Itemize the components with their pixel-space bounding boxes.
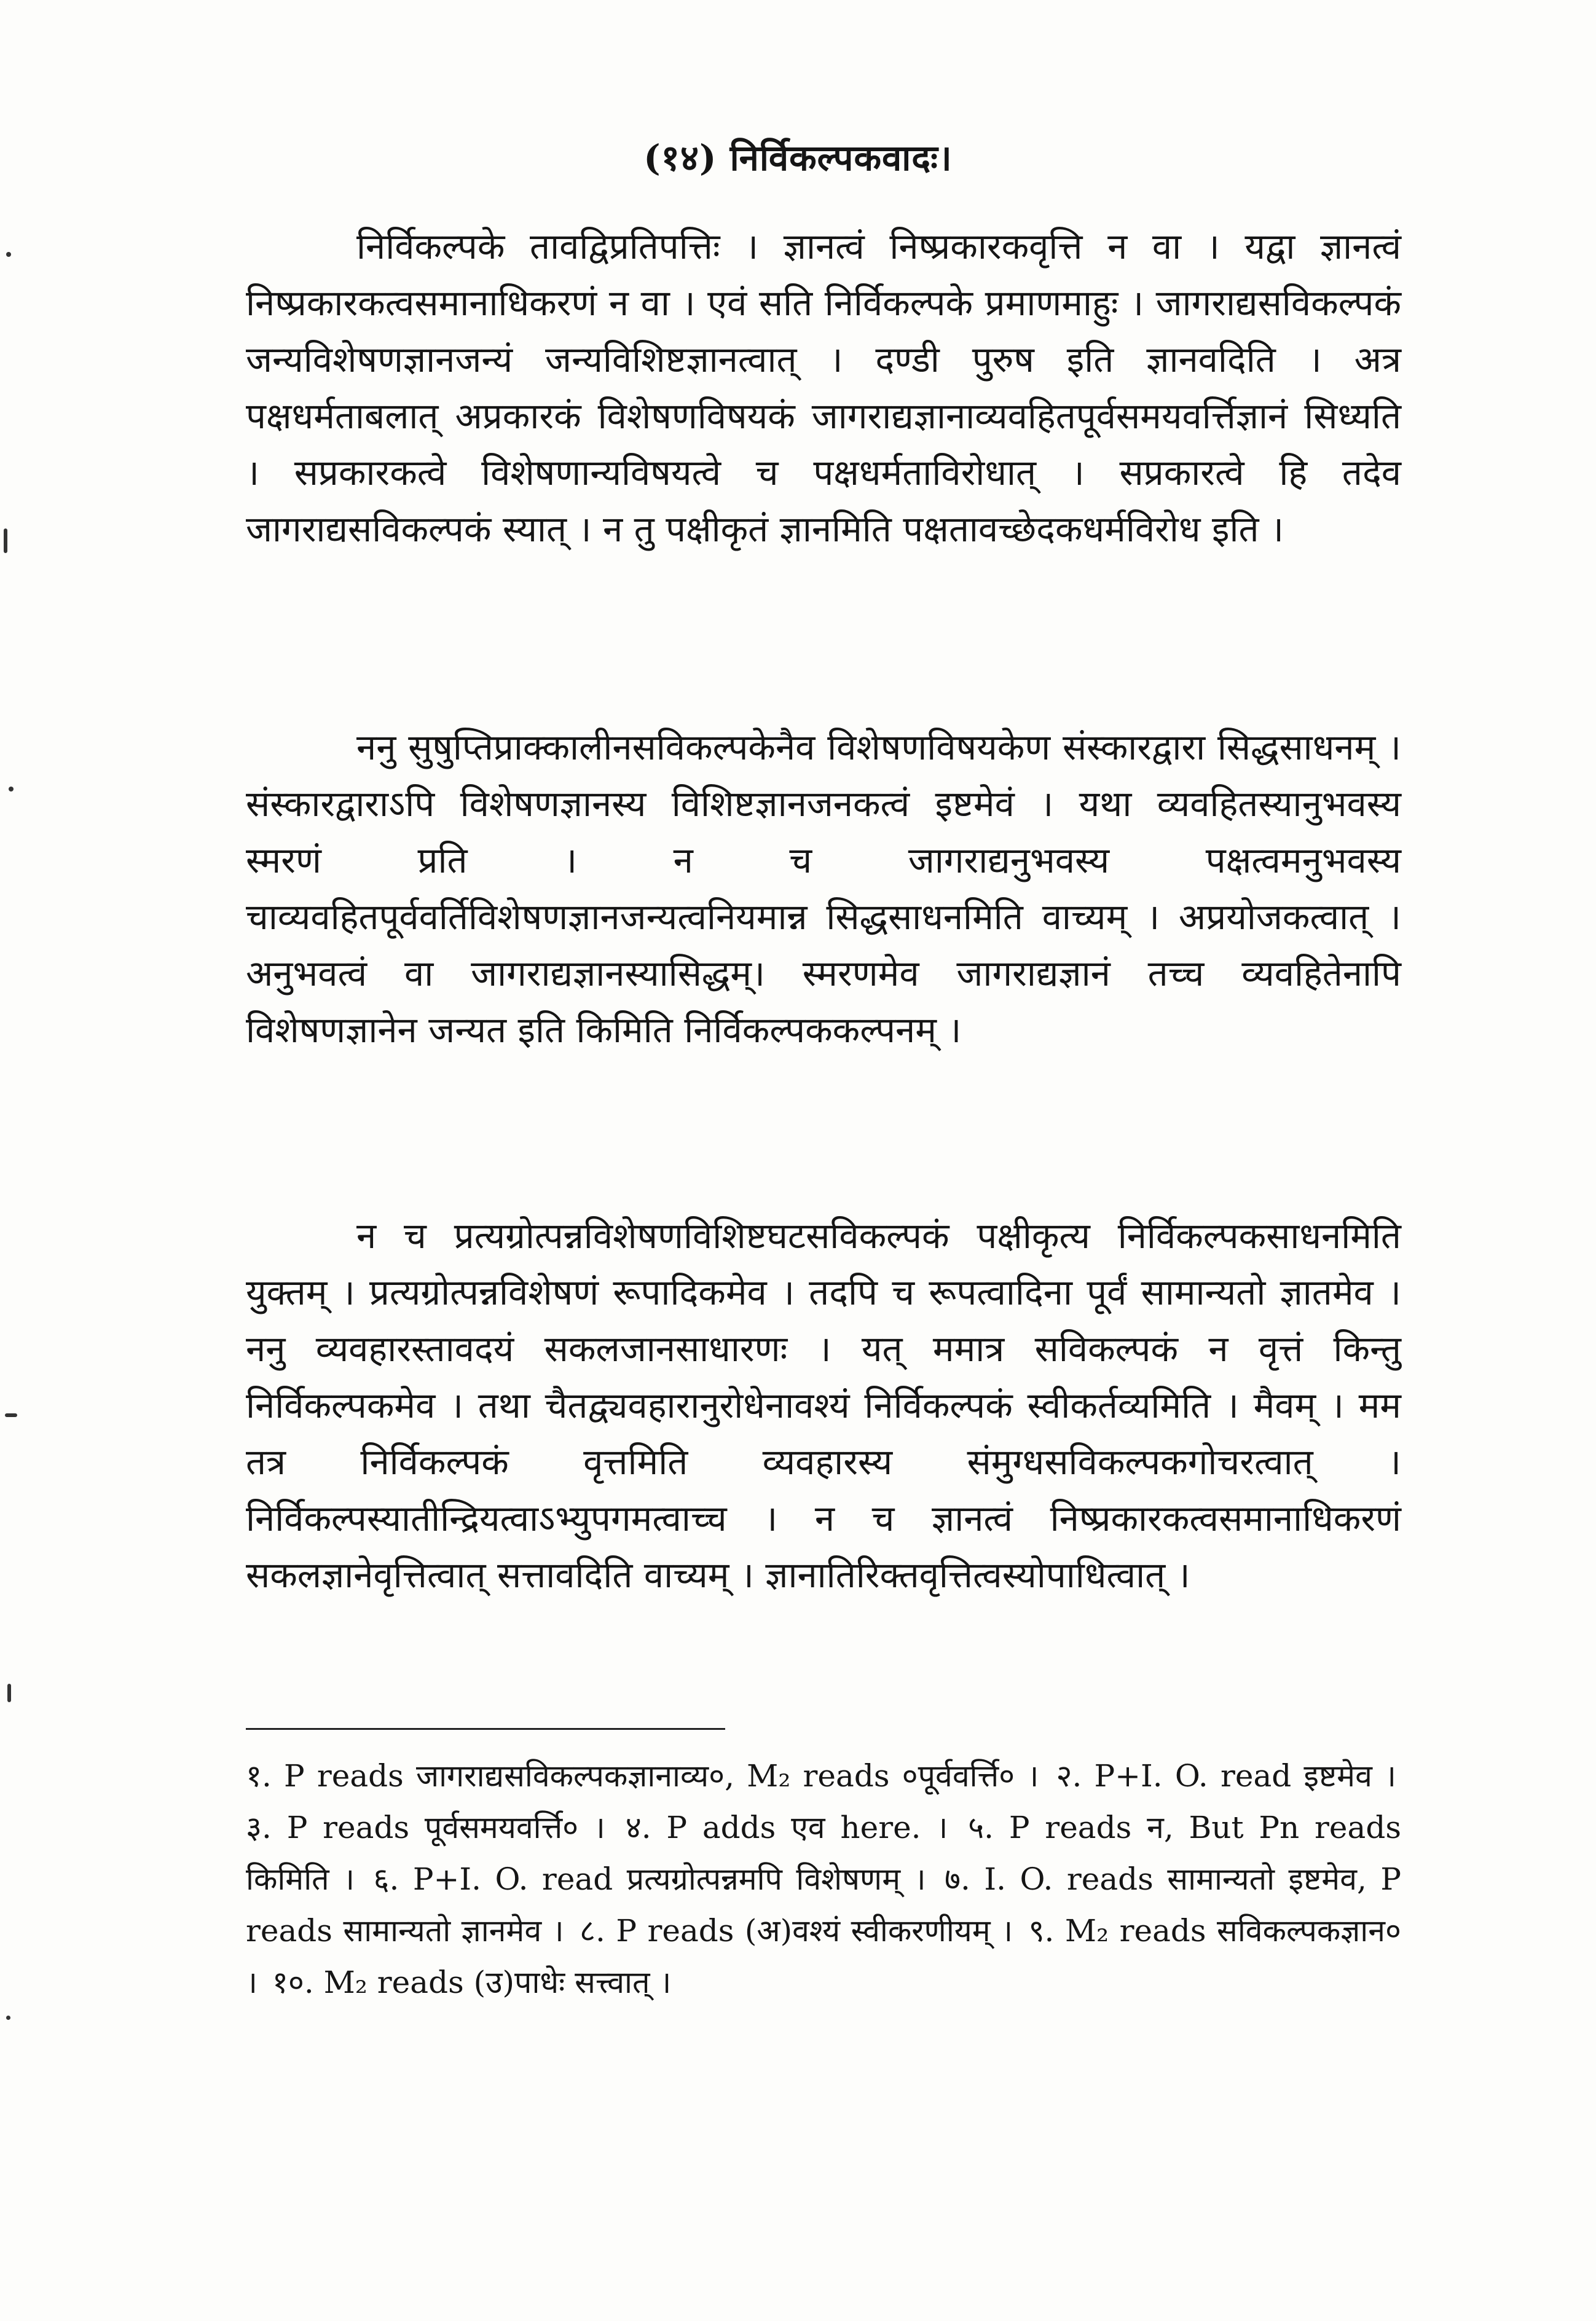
paragraph-text: ननु सुषुप्तिप्राक्कालीनसविकल्पकेनैव विशेषणविषयकेण संस्कारद्वारा सिद्धसाधनम् । संस्कारद्वाराऽपि विशेषणज्ञानस्य विशिष्टज्ञानजनकत्वं इष्टमेवं । यथा व्यवहितस्यानुभवस्य स्मरणं प्रति । न च जागराद्यनुभवस्य पक्षत्वमनुभवस्य चाव्यवहितपूर्ववर्तिविशेषणज्ञानजन्यत्वनियमान्न सिद्धसाधनमिति वाच्यम् । अप्रयोजकत्वात् । अनुभवत्वं वा जागराद्यज्ञानस्यासिद्धम्। स्मरणमेव जागराद्यज्ञानं तच्च व्यवहितेनापि विशेषणज्ञानेन जन्यत इति किमिति निर्विकल्पककल्पनम् । [246,726,1401,1051]
page-title: (१४) निर्विकल्पकवादः। [643,137,953,179]
footnote: ८. P reads (अ)वश्यं स्वीकरणीयम् । [580,1913,1013,1949]
paragraph-text: न च प्रत्यग्रोत्पन्नविशेषणविशिष्टघटसविकल्पकं पक्षीकृत्य निर्विकल्पकसाधनमिति युक्तम् । प्रत्यग्रोत्पन्नविशेषणं रूपादिकमेव । तदपि च रूपत्वादिना पूर्वं सामान्यतो ज्ञातमेव । ननु व्यवहारस्तावदयं सकलजानसाधारणः । यत् ममात्र सविकल्पकं न वृत्तं किन्तु निर्विकल्पकमेव । तथा चैतद्व्यवहारानुरोधेनावश्यं निर्विकल्पकं स्वीकर्तव्यमिति । मैवम् । मम तत्र निर्विकल्पकं वृत्तमिति व्यवहारस्य संमुग्धसविकल्पकगोचरत्वात् । निर्विकल्पस्यातीन्द्रियत्वाऽभ्युपगमत्वाच्च । न च ज्ञानत्वं निष्प्रकारकत्वसमानाधिकरणं सकलज्ञानेवृत्तित्वात् सत्तावदिति वाच्यम् । ज्ञानातिरिक्तवृत्तित्वस्योपाधित्वात् । [246,1215,1401,1596]
scan-speck [6,252,11,257]
scan-speck [7,1684,11,1702]
footnote: ९. M₂ reads सविकल्पकज्ञान० । [246,1913,1401,2000]
footnotes [246,1750,1401,2008]
footnote-divider [246,1728,725,1730]
scan-speck [4,528,7,553]
scan-speck [9,787,14,791]
paragraph-text: निर्विकल्पके तावद्विप्रतिपत्तिः । ज्ञानत्वं निष्प्रकारकवृत्ति न वा । यद्वा ज्ञानत्वं निष्प्रकारकत्वसमानाधिकरणं न वा । एवं सति निर्विकल्पके प्रमाणमाहुः । जागराद्यसविकल्पकं जन्यविशेषणज्ञानजन्यं जन्यविशिष्टज्ञानत्वात् । दण्डी पुरुष इति ज्ञानवदिति । अत्र पक्षधर्मताबलात् अप्रकारकं विशेषणविषयकं जागराद्यज्ञानाव्यवहितपूर्वसमयवर्त्तिज्ञानं सिध्यति । सप्रकारकत्वे विशेषणान्यविषयत्वे च पक्षधर्मताविरोधात् । सप्रकारत्वे हि तदेव जागराद्यसविकल्पकं स्यात् । न तु पक्षीकृतं ज्ञानमिति पक्षतावच्छेदकधर्मविरोध इति । [246,226,1401,550]
scan-speck [6,2016,10,2020]
paragraph-1 [246,218,1401,557]
footnote: ५. P reads न, But Pn reads किमिति । [246,1810,1401,1897]
footnote: १. P reads जागराद्यसविकल्पकज्ञानाव्य०, M₂ reads ०पूर्ववर्त्ति० । [246,1758,1039,1794]
paragraph-2 [246,719,1401,1058]
scan-speck [5,1413,17,1417]
footnote: ४. P adds एव here. । [625,1810,948,1845]
footnote: १०. M₂ reads (उ)पाधेः सत्त्वात् । [272,1965,672,2000]
footnote: २. P+I. O. read इष्टमेव । [1056,1758,1396,1794]
footnote: ७. I. O. reads सामान्यतो इष्टमेव, P reads सामान्यतो ज्ञानमेव । [246,1861,1401,1949]
footnote: ३. P reads पूर्वसमयवर्त्ति० । [246,1810,605,1845]
paragraph-3 [246,1208,1401,1603]
footnote: ६. P+I. O. read प्रत्यग्रोत्पन्नमपि विशेषणम् । [373,1861,926,1897]
